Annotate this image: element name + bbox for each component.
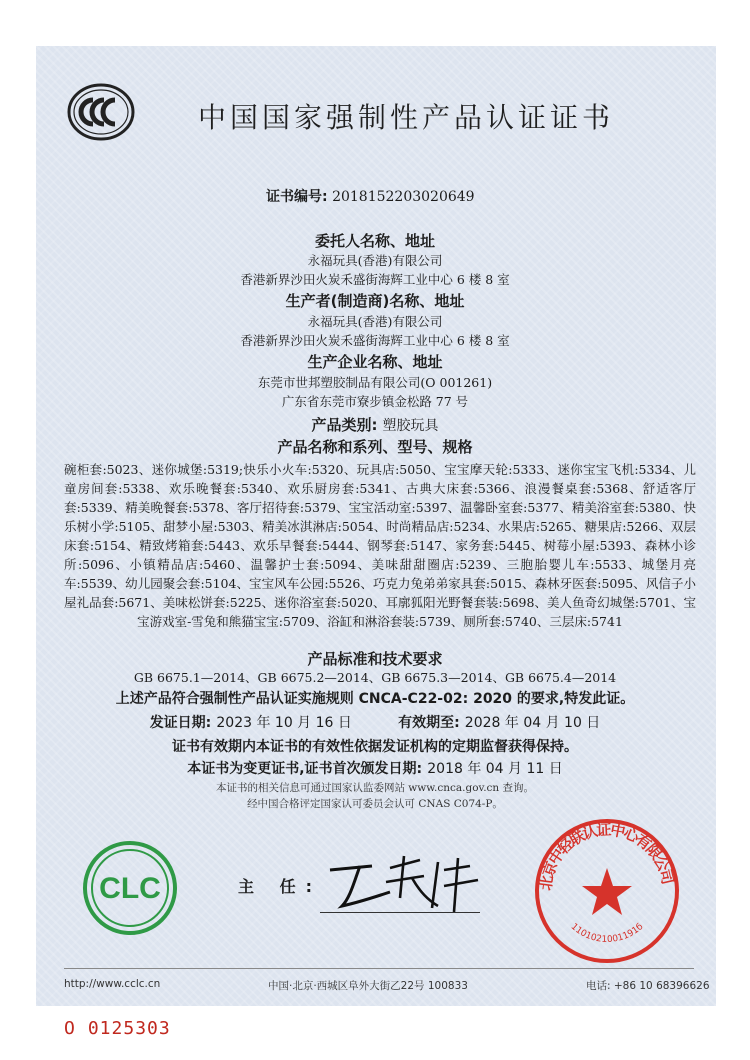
serial-prefix: O <box>64 1018 76 1039</box>
conformity-statement: 上述产品符合强制性产品认证实施规则 CNCA-C22-02: 2020 的要求,特发此证。 <box>115 691 635 707</box>
expiry-date-value: 2028 年 04 月 10 日 <box>464 715 601 731</box>
products-heading: 产品名称和系列、型号、规格 <box>277 438 473 456</box>
applicant-heading: 委托人名称、地址 <box>314 232 435 250</box>
ccc-logo <box>66 82 136 142</box>
certificate-title: 中国国家强制性产品认证证书 <box>198 101 615 134</box>
issue-date-value: 2023 年 10 月 16 日 <box>216 715 352 731</box>
certificate-number <box>266 186 475 206</box>
product-category-label: 产品类别: <box>311 416 378 434</box>
clc-logo-text: CLC <box>99 872 161 905</box>
signature-line <box>320 912 480 913</box>
query-note: 本证书的相关信息可通过国家认监委网站 www.cnca.gov.cn 查询。 <box>215 782 535 794</box>
accreditation-note: 经中国合格评定国家认可委员会认可 CNAS C074-P。 <box>247 798 503 810</box>
product-category <box>0 414 750 435</box>
manufacturer-heading: 生产者(制造商)名称、地址 <box>285 292 465 310</box>
footer-divider <box>64 968 694 969</box>
seal-number: 1101021001191б <box>568 921 646 946</box>
certificate-number-label: 证书编号: <box>266 189 328 205</box>
factory-heading: 生产企业名称、地址 <box>307 353 443 371</box>
certificate-number-value: 2018152203020649 <box>332 189 475 205</box>
clc-logo <box>80 838 180 938</box>
seal-text: 北京中轻联认证中心有限公司 <box>536 820 677 892</box>
standards-heading: 产品标准和技术要求 <box>307 650 443 668</box>
change-statement-prefix: 本证书为变更证书,证书首次颁发日期: <box>187 761 423 777</box>
product-category-value: 塑胶玩具 <box>382 418 439 434</box>
director-signature <box>320 848 500 918</box>
dates-row <box>0 712 750 732</box>
products-description: 碗柜套:5023、迷你城堡:5319;快乐小火车:5320、玩具店:5050、宝宝摩天轮:5333、迷你宝宝飞机:5334、儿童房间套:5338、欢乐晚餐套:5340、欢乐厨房套:5341、古典大床套:5366、浪漫餐桌套:5368、舒适客厅套:5339、精美晚餐套:5378、客厅招待套:5379、宝宝活动室:5397、温馨卧室套:5377、精美浴室套:5380、快乐树小学:5105、甜梦小屋:5303、精美冰淇淋店:5054、时尚精品店:5234、水果店:5265、糖果店:5266、双层床套:5154、精致烤箱套:5443、欢乐早餐套:5444、钢琴套:5147、家务套:5445、树莓小屋:5393、森林小诊所:5096、小镇精品店:5460、温馨护士套:5094、美味甜甜圈店:5239、三胞胎婴儿车:5533、城堡月亮车:5539、幼儿园聚会套:5104、宝宝风车公园:5526、巧克力兔弟弟家具套:5015、森林牙医套:5095、风信子小屋礼品套:5671、美味松饼套:5225、迷你浴室套:5020、耳廓狐阳光野餐套装:5698、美人鱼奇幻城堡:5701、宝宝游戏室-雪兔和熊猫宝宝:5709、浴缸和淋浴套装:5739、厕所套:5740、三层床:5741 <box>64 462 696 629</box>
certification-seal <box>532 816 682 966</box>
issue-date-label: 发证日期: <box>149 715 212 731</box>
applicant-name: 永福玩具(香港)有限公司 <box>307 253 443 268</box>
factory-name: 东莞市世邦塑胶制品有限公司(O 001261) <box>257 375 493 390</box>
standards-value: GB 6675.1—2014、GB 6675.2—2014、GB 6675.3—2014、GB 6675.4—2014 <box>133 670 617 685</box>
manufacturer-name: 永福玩具(香港)有限公司 <box>307 314 443 329</box>
director-label: 主 任: <box>238 877 322 896</box>
footer-phone: 电话: +86 10 68396626 <box>586 980 710 992</box>
change-statement <box>0 758 750 778</box>
serial-number <box>64 1018 171 1039</box>
first-issue-date: 2018 年 04 月 11 日 <box>427 761 563 777</box>
expiry-date-label: 有效期至: <box>398 715 460 731</box>
footer-website: http://www.cclc.cn <box>64 978 161 990</box>
applicant-address: 香港新界沙田火炭禾盛街海辉工业中心 6 楼 8 室 <box>240 272 510 287</box>
validity-statement: 证书有效期内本证书的有效性依据发证机构的定期监督获得保持。 <box>172 739 578 755</box>
factory-address: 广东省东莞市寮步镇金松路 77 号 <box>281 394 469 409</box>
serial-value: 0125303 <box>87 1018 171 1039</box>
manufacturer-address: 香港新界沙田火炭禾盛街海辉工业中心 6 楼 8 室 <box>240 333 510 348</box>
footer-address: 中国·北京·西城区阜外大街乙22号 100833 <box>268 980 468 992</box>
svg-text:1101021001191б <box>569 922 646 945</box>
